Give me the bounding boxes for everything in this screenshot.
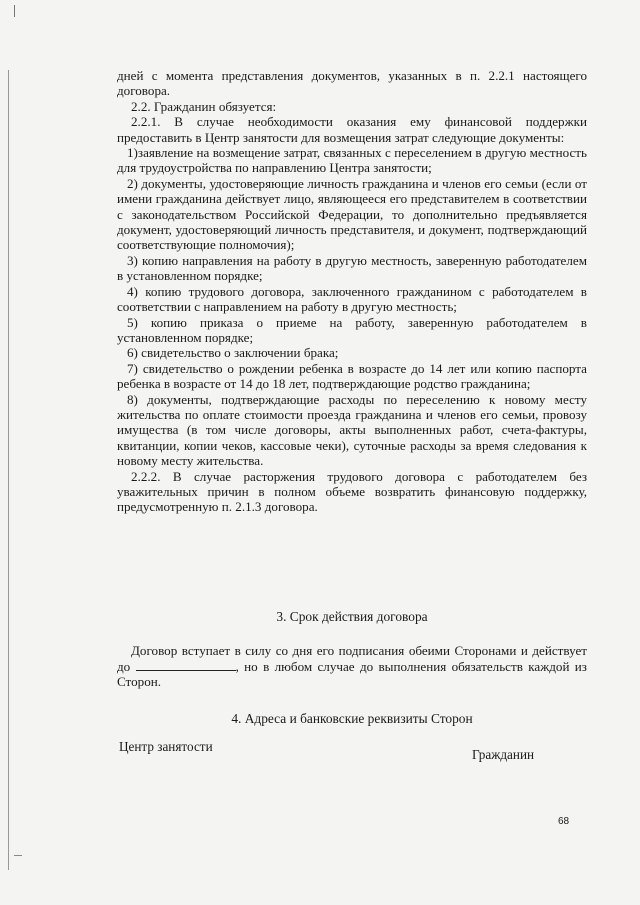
party-label-right: Гражданин [472, 747, 535, 762]
text-fragment: Договор вступает в силу со дня его подписания обеими Сторонами и действует до [117, 643, 587, 674]
section-text [117, 643, 587, 690]
list-item: 8) документы, подтверждающие расходы по переселению к новому месту жительства по оплате стоимости проезда гражданина и членов его семьи, провозу имущества (в том числе договоры, акты выполненных работ, счета-фактуры, квитанции, копии чеков, кассовые чеки), суточные расходы за время следования к новому месту жительства. [117, 391, 587, 469]
paragraph: 2.2. Гражданин обязуется: [131, 98, 277, 114]
scan-edge-line [8, 70, 9, 870]
list-item: 1)заявление на возмещение затрат, связанных с переселением в другую местность для трудоустройства по направлению Центра занятости; [117, 145, 587, 176]
scan-mark [14, 855, 22, 856]
party-label-left: Центр занятости [119, 739, 213, 754]
body-text [117, 68, 587, 515]
paragraph [117, 643, 587, 690]
list-item: 3) копию направления на работу в другую местность, заверенную работодателем в установленном порядке; [117, 252, 587, 284]
list-item: 4) копию трудового договора, заключенного гражданином с работодателем в соответствии с направлением на работу в другую местность; [117, 283, 587, 315]
list-item: 5) копию приказа о приеме на работу, заверенную работодателем в установленном порядке; [117, 314, 587, 345]
list-item: 7) свидетельство о рождении ребенка в возрасте до 14 лет или копию паспорта ребенка в возрасте от 14 до 18 лет, подтверждающие родство гражданина; [117, 360, 587, 392]
page-number: 68 [558, 816, 570, 827]
text-fragment: , но в любом случае до выполнения обязательств каждой из Сторон. [117, 658, 587, 690]
paragraph: дней с момента представления документов, указанных в п. 2.2.1 настоящего договора. [117, 68, 587, 99]
date-blank-line [136, 659, 236, 671]
paragraph: 2.2.1. В случае необходимости оказания ему финансовой поддержки предоставить в Центр занятости для возмещения затрат следующие документы: [117, 114, 587, 145]
list-item: 6) свидетельство о заключении брака; [127, 345, 339, 361]
scan-mark [14, 5, 15, 17]
section-heading: 4. Адреса и банковские реквизиты Сторон [231, 711, 473, 726]
paragraph: 2.2.2. В случае расторжения трудового договора с работодателем без уважительных причин в полном объеме возвратить финансовую поддержку, предусмотренную п. 2.1.3 договора. [117, 468, 587, 515]
section-heading: 3. Срок действия договора [276, 609, 428, 624]
list-item: 2) документы, удостоверяющие личность гражданина и членов его семьи (если от имени гражданина действует лицо, являющееся его представителем в соответствии с законодательством Российской Федерации, то дополнительно предъявляется документ, удостоверяющий личность представителя, и документ, подтверждающий соответствующие полномочия); [117, 175, 587, 253]
